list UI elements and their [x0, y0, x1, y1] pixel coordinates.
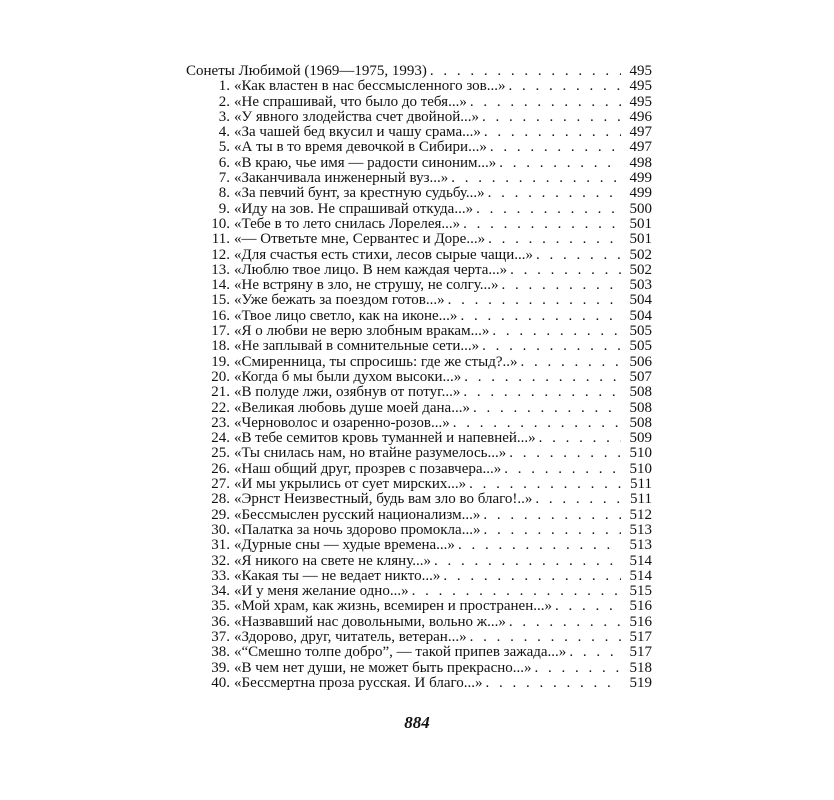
entry-title: «Смиренница, ты спросишь: где же стыд?..»: [234, 353, 518, 370]
entry-title: «Я никого на свете не кляну...»: [234, 552, 431, 569]
toc-entry: [186, 554, 652, 569]
entry-number: 34.: [211, 583, 230, 600]
entry-number: 38.: [211, 644, 230, 661]
entry-title: «Здорово, друг, читатель, ветеран...»: [234, 628, 467, 645]
toc-entry: [186, 538, 652, 553]
entry-number: 18.: [211, 338, 230, 355]
entry-number: 25.: [211, 445, 230, 462]
entry-page: 511: [630, 491, 652, 508]
toc-entry: [186, 125, 652, 140]
dot-leader: [464, 370, 621, 385]
entry-number: 31.: [211, 537, 230, 554]
entry-page: 509: [629, 430, 652, 447]
entry-page: 505: [629, 338, 652, 355]
entry-title: «Наш общий друг, прозрев с позавчера...»: [234, 460, 502, 477]
dot-leader: [535, 661, 621, 676]
dot-leader: [448, 293, 621, 308]
entry-page: 497: [629, 124, 652, 141]
entry-title: «И мы укрылись от сует мирских...»: [234, 476, 467, 493]
entry-page: 499: [629, 170, 652, 187]
entry-number: 5.: [218, 139, 230, 156]
dot-leader: [555, 599, 621, 614]
entry-number: 6.: [218, 154, 230, 171]
toc-entry: [186, 79, 652, 94]
dot-leader: [469, 477, 621, 492]
entry-number: 8.: [218, 185, 230, 202]
entry-number: 7.: [218, 170, 230, 187]
dot-leader: [434, 554, 621, 569]
dot-leader: [486, 676, 621, 691]
entry-number: 27.: [211, 476, 230, 493]
section-heading: [186, 64, 652, 79]
entry-page: 516: [629, 598, 652, 615]
toc-entry: [186, 110, 652, 125]
dot-leader: [483, 508, 621, 523]
dot-leader: [492, 324, 621, 339]
entry-page: 504: [629, 292, 652, 309]
entry-number: 17.: [211, 323, 230, 340]
entry-page: 497: [629, 139, 652, 156]
entry-page: 496: [629, 108, 652, 125]
toc-entry: [186, 156, 652, 171]
entry-title: «Тебе в то лето снилась Лорелея...»: [234, 215, 461, 232]
dot-leader: [483, 523, 621, 538]
dot-leader: [476, 202, 621, 217]
dot-leader: [482, 339, 621, 354]
entry-page: 515: [629, 583, 652, 600]
entry-title: «В краю, чье имя — радости синоним...»: [234, 154, 497, 171]
entry-number: 28.: [211, 491, 230, 508]
entry-title: «Люблю твое лицо. В нем каждая черта...»: [234, 261, 508, 278]
toc-entry: [186, 232, 652, 247]
entry-title: «Назвавший нас довольными, вольно ж...»: [234, 613, 506, 630]
entry-title: «Я о любви не верю злобным вракам...»: [234, 323, 490, 340]
entry-title: «Не встряну в зло, не струшу, не солгу...»: [234, 277, 499, 294]
entry-page: 507: [629, 368, 652, 385]
dot-leader: [463, 217, 621, 232]
entry-title: «Дурные сны — худые времена...»: [234, 537, 455, 554]
dot-leader: [470, 630, 621, 645]
entry-number: 21.: [211, 384, 230, 401]
entry-page: 495: [629, 93, 652, 110]
entry-page: 501: [629, 231, 652, 248]
entry-number: 9.: [218, 200, 230, 217]
dot-leader: [453, 416, 621, 431]
entry-page: 504: [629, 307, 652, 324]
toc-entry: [186, 186, 652, 201]
entry-number: 26.: [211, 460, 230, 477]
entry-title: «И у меня желание одно...»: [234, 583, 409, 600]
entry-page: 517: [629, 644, 652, 661]
entry-title: «Мой храм, как жизнь, всемирен и пространен...»: [234, 598, 552, 615]
toc-entry: [186, 324, 652, 339]
dot-leader: [510, 263, 621, 278]
entry-title: «Уже бежать за поездом готов...»: [234, 292, 445, 309]
entry-title: «В тебе семитов кровь туманней и напевней...»: [234, 430, 536, 447]
dot-leader: [502, 278, 621, 293]
entry-number: 16.: [211, 307, 230, 324]
toc-entry: [186, 263, 652, 278]
toc-entry: [186, 293, 652, 308]
toc-entry: [186, 309, 652, 324]
entry-page: 499: [629, 185, 652, 202]
dot-leader: [458, 538, 621, 553]
entry-page: 510: [629, 460, 652, 477]
entry-number: 14.: [211, 277, 230, 294]
dot-leader: [539, 431, 621, 446]
entry-title: «Твое лицо светло, как на иконе...»: [234, 307, 458, 324]
table-of-contents: [186, 64, 652, 691]
entry-number: 36.: [211, 613, 230, 630]
entry-number: 10.: [211, 215, 230, 232]
entry-number: 33.: [211, 567, 230, 584]
entry-page: 514: [629, 552, 652, 569]
entry-page: 498: [629, 154, 652, 171]
dot-leader: [488, 232, 621, 247]
dot-leader: [509, 446, 621, 461]
entry-title: «Бессмертна проза русская. И благо...»: [234, 674, 483, 691]
entry-page: 514: [629, 567, 652, 584]
entry-page: 500: [629, 200, 652, 217]
entry-title: «Иду на зов. Не спрашивай откуда...»: [234, 200, 474, 217]
toc-entry: [186, 339, 652, 354]
entry-number: 11.: [211, 231, 230, 248]
entry-number: 24.: [211, 430, 230, 447]
entry-title: «Палатка за ночь здорово промокла...»: [234, 521, 481, 538]
entry-page: 508: [629, 384, 652, 401]
dot-leader: [484, 125, 621, 140]
toc-entry: [186, 599, 652, 614]
entry-page: 506: [629, 353, 652, 370]
entry-page: 495: [629, 78, 652, 95]
dot-leader: [520, 355, 621, 370]
entry-page: 502: [629, 246, 652, 263]
entry-page: 511: [630, 476, 652, 493]
toc-entry: [186, 584, 652, 599]
toc-entry: [186, 630, 652, 645]
toc-entry: [186, 676, 652, 691]
toc-entry: [186, 355, 652, 370]
entry-title: «Эрнст Неизвестный, будь вам зло во благо!..»: [234, 491, 533, 508]
entry-number: 32.: [211, 552, 230, 569]
entry-number: 3.: [218, 108, 230, 125]
toc-entry: [186, 431, 652, 446]
dot-leader: [482, 110, 621, 125]
entry-title: «А ты в то время девочкой в Сибири...»: [234, 139, 487, 156]
entry-title: «Для счастья есть стихи, лесов сырые чащи...»: [234, 246, 533, 263]
toc-entry: [186, 523, 652, 538]
toc-entry: [186, 446, 652, 461]
entry-title: «Как властен в нас бессмысленного зов...»: [234, 78, 506, 95]
entry-number: 12.: [211, 246, 230, 263]
entry-number: 30.: [211, 521, 230, 538]
entry-title: «Бессмыслен русский национализм...»: [234, 506, 481, 523]
section-title: Сонеты Любимой (1969—1975, 1993): [186, 63, 427, 79]
entry-title: «У явного злодейства счет двойной...»: [234, 108, 480, 125]
page-number: 884: [404, 713, 430, 732]
entry-number: 2.: [218, 93, 230, 110]
toc-entry: [186, 171, 652, 186]
dot-leader: [473, 401, 621, 416]
dot-leader: [443, 569, 621, 584]
entry-page: 508: [629, 414, 652, 431]
entry-list: [186, 79, 652, 691]
entry-page: 516: [629, 613, 652, 630]
entry-number: 19.: [211, 353, 230, 370]
toc-entry: [186, 615, 652, 630]
toc-entry: [186, 508, 652, 523]
toc-entry: [186, 569, 652, 584]
toc-entry: [186, 248, 652, 263]
entry-number: 39.: [211, 659, 230, 676]
toc-entry: [186, 477, 652, 492]
entry-title: «“Смешно толпе добро”, — такой припев зажада...»: [234, 644, 567, 661]
dot-leader: [460, 309, 621, 324]
toc-entry: [186, 385, 652, 400]
toc-entry: [186, 401, 652, 416]
entry-number: 22.: [211, 399, 230, 416]
dot-leader: [490, 140, 621, 155]
toc-entry: [186, 202, 652, 217]
dot-leader: [470, 95, 621, 110]
entry-page: 502: [629, 261, 652, 278]
entry-title: «— Ответьте мне, Сервантес и Доре...»: [234, 231, 486, 248]
dot-leader: [535, 492, 621, 507]
entry-number: 13.: [211, 261, 230, 278]
entry-number: 4.: [218, 124, 230, 141]
toc-entry: [186, 370, 652, 385]
toc-entry: [186, 217, 652, 232]
entry-number: 35.: [211, 598, 230, 615]
entry-title: «За чашей бед вкусил и чашу срама...»: [234, 124, 481, 141]
entry-number: 20.: [211, 368, 230, 385]
entry-page: 503: [629, 277, 652, 294]
dot-leader: [412, 584, 621, 599]
entry-title: «За певчий бунт, за крестную судьбу...»: [234, 185, 485, 202]
toc-entry: [186, 661, 652, 676]
entry-page: 510: [629, 445, 652, 462]
entry-page: 519: [629, 674, 652, 691]
entry-title: «Какая ты — не ведает никто...»: [234, 567, 441, 584]
dot-leader: [488, 186, 621, 201]
dot-leader: [509, 79, 621, 94]
section-page: 495: [629, 63, 652, 79]
entry-number: 15.: [211, 292, 230, 309]
entry-title: «В полуде лжи, озябнув от потуг...»: [234, 384, 461, 401]
entry-page: 517: [629, 628, 652, 645]
entry-title: «В чем нет души, не может быть прекрасно...»: [234, 659, 532, 676]
entry-title: «Черноволос и озаренно-розов...»: [234, 414, 450, 431]
dot-leader: [569, 645, 621, 660]
entry-title: «Когда б мы были духом высоки...»: [234, 368, 462, 385]
entry-number: 29.: [211, 506, 230, 523]
entry-title: «Ты снилась нам, но втайне разумелось...»: [234, 445, 507, 462]
dot-leader: [430, 64, 621, 79]
dot-leader: [536, 248, 621, 263]
entry-title: «Великая любовь душе моей дана...»: [234, 399, 470, 416]
dot-leader: [451, 171, 621, 186]
toc-entry: [186, 140, 652, 155]
entry-page: 505: [629, 323, 652, 340]
entry-page: 501: [629, 215, 652, 232]
entry-number: 40.: [211, 674, 230, 691]
dot-leader: [504, 462, 621, 477]
toc-entry: [186, 462, 652, 477]
entry-page: 513: [629, 537, 652, 554]
dot-leader: [499, 156, 621, 171]
entry-title: «Заканчивала инженерный вуз...»: [234, 170, 449, 187]
entry-number: 1.: [218, 78, 230, 95]
toc-entry: [186, 278, 652, 293]
toc-entry: [186, 492, 652, 507]
entry-title: «Не спрашивай, что было до тебя...»: [234, 93, 467, 110]
toc-entry: [186, 416, 652, 431]
entry-page: 518: [629, 659, 652, 676]
dot-leader: [463, 385, 621, 400]
entry-page: 508: [629, 399, 652, 416]
toc-entry: [186, 95, 652, 110]
toc-entry: [186, 645, 652, 660]
dot-leader: [509, 615, 621, 630]
entry-title: «Не заплывай в сомнительные сети...»: [234, 338, 480, 355]
entry-page: 512: [629, 506, 652, 523]
entry-page: 513: [629, 521, 652, 538]
entry-number: 37.: [211, 628, 230, 645]
entry-number: 23.: [211, 414, 230, 431]
